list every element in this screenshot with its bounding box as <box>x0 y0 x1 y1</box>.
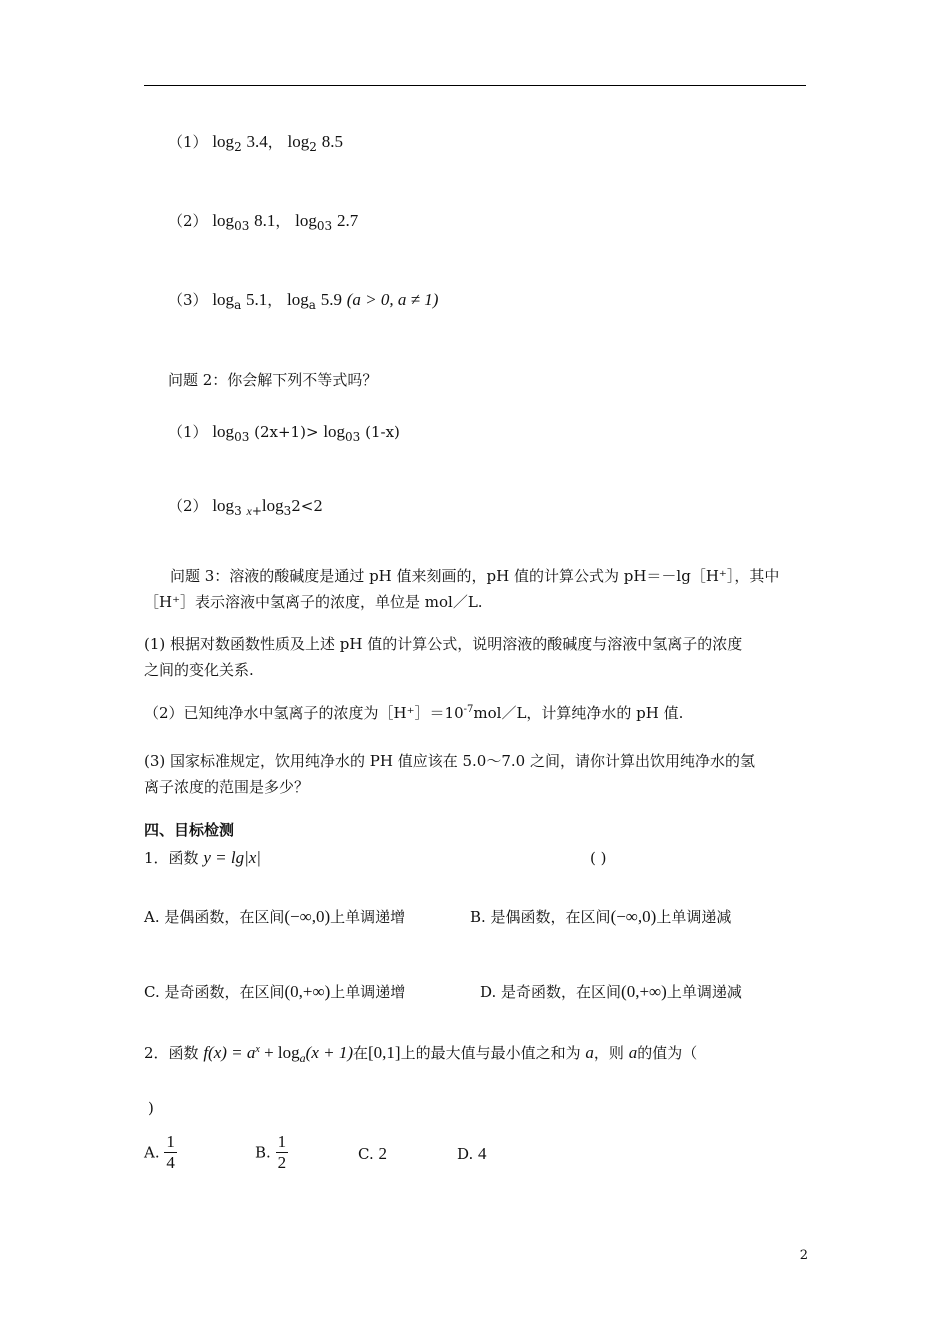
exercise-1-option-d: D. 是奇函数，在区间(0,+∞)上单调递减 <box>480 982 742 1001</box>
exercise-1-stem: 1．函数 y = lg|x| <box>144 848 261 867</box>
inequality-2: （2） $\log_3 _{x+}\log_32<2$ <box>168 496 323 518</box>
exercise-1-option-c: C. 是奇函数，在区间(0,+∞)上单调递增 <box>144 982 406 1001</box>
exercise-2-close-paren: ) <box>148 1099 154 1117</box>
exercise-2-option-b: B. $\frac{1}{2}$ <box>255 1132 287 1172</box>
compare-item-2: （2） $\log_{03} 8.1$， $\log_{03} 2.7$ <box>168 211 359 233</box>
compare-item-3: （3） $\log_a 5.1$， $\log_a 5.9$ (a > 0, a ≠ 1) <box>168 290 439 312</box>
question-3-part-1-line-1: (1) 根据对数函数性质及上述 pH 值的计算公式，说明溶液的酸碱度与溶液中氢离子的浓度 <box>144 635 743 653</box>
exercise-2-option-d: D. 4 <box>457 1144 487 1163</box>
exercise-2-option-c: C. 2 <box>358 1144 387 1163</box>
exercise-1-option-a: A. 是偶函数，在区间(−∞,0)上单调递增 <box>144 907 406 926</box>
header-rule <box>144 85 806 86</box>
question-3-line-1: 问题 3：溶液的酸碱度是通过 pH 值来刻画的，pH 值的计算公式为 pH＝－lg［H⁺］，其中 <box>170 567 780 585</box>
question-3-part-3-line-2: 离子浓度的范围是多少？ <box>144 778 310 796</box>
question-3-part-1-line-2: 之间的变化关系. <box>144 661 254 679</box>
question-3-part-2: （2）已知纯净水中氢离子的浓度为$[H^+]=10^{-7}mol/L$，计算纯净水的 pH 值. <box>144 704 684 722</box>
question-3-part-3-line-1: (3) 国家标准规定，饮用纯净水的 PH 值应该在 5.0～7.0 之间，请你计算出饮用纯净水的氢 <box>144 752 755 770</box>
inequality-1: （1） $\log_{03} (2x+1)> \log_{03} (1-x)$ <box>168 422 400 444</box>
exercise-1-option-b: B. 是偶函数，在区间(−∞,0)上单调递减 <box>470 907 732 926</box>
exercise-2-stem: 2．函数 $f(x) = a^x + \log_a(x + 1)$在[0,1]上的最大值与最小值之和为 a，则 a的值为（ <box>144 1043 698 1065</box>
exercise-2-option-a: A. $\frac{1}{4}$ <box>144 1132 175 1172</box>
question-2-title: 问题 2：你会解下列不等式吗？ <box>168 371 378 389</box>
section-title: 四、目标检测 <box>144 821 235 839</box>
compare-item-1: （1） $\log_2 3.4$， $\log_2 8.5$ <box>168 132 343 154</box>
page-number: 2 <box>799 1248 808 1263</box>
exercise-1-answer-paren: ( ) <box>590 849 607 867</box>
question-3-line-2: ［H⁺］表示溶液中氢离子的浓度，单位是 mol／L. <box>144 593 483 611</box>
